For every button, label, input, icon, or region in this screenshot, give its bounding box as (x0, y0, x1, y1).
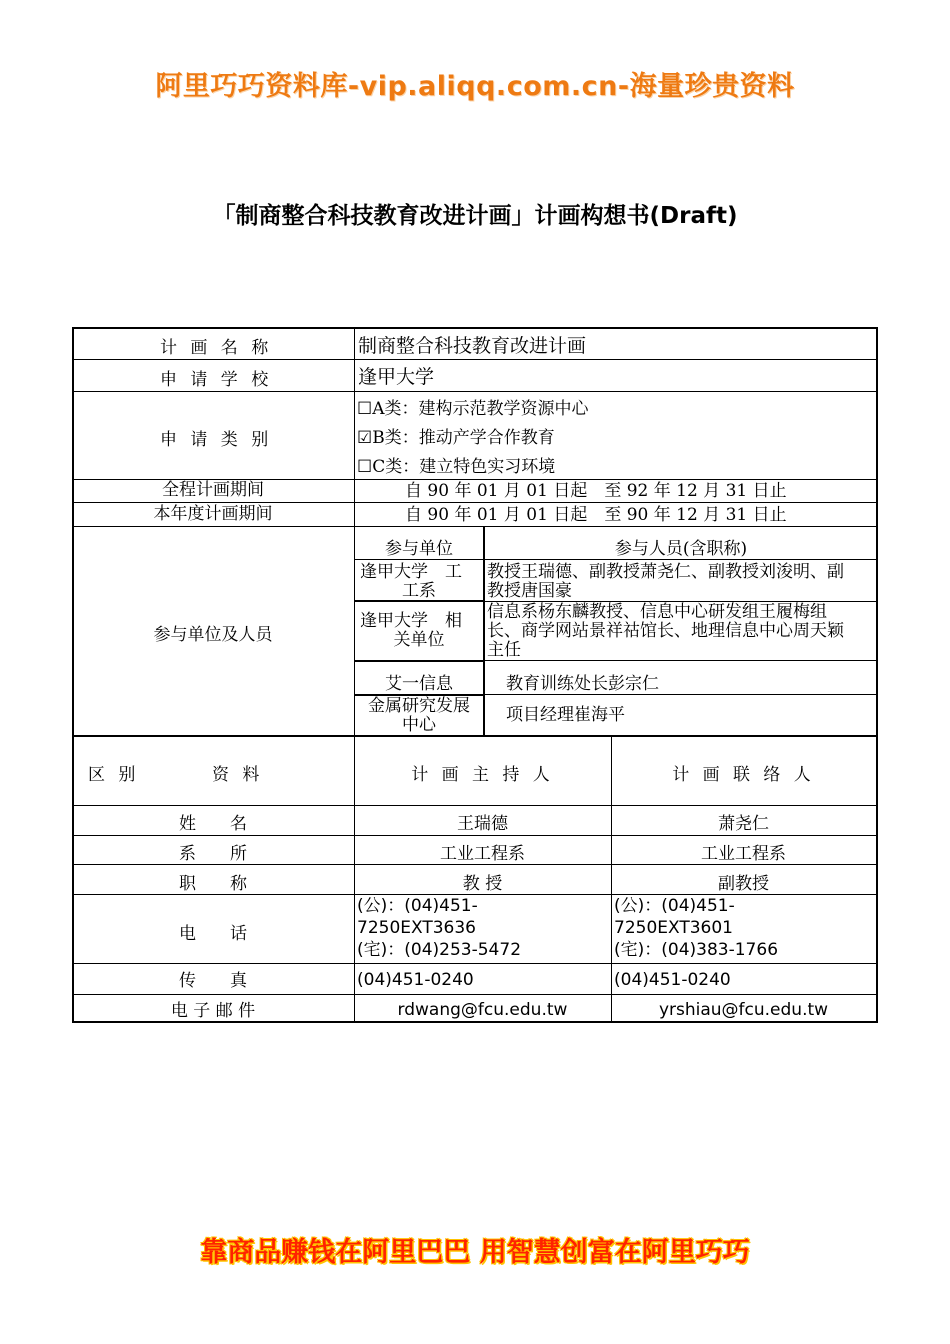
liaison-dept: 工业工程系 (701, 844, 786, 864)
school-value: 逢甲大学 (358, 366, 435, 388)
participant-unit: 逢甲大学 相 (360, 611, 462, 631)
host-fax: (04)451-0240 (357, 970, 474, 990)
participant-unit: 逢甲大学 工 (360, 562, 462, 582)
category-a-text: A类：建构示范教学资源中心 (372, 399, 589, 419)
dept-label: 系 所 (179, 844, 247, 864)
host-phone-office-ext: 7250EXT3636 (357, 918, 476, 938)
liaison-email[interactable]: yrshiau@fcu.edu.tw (658, 1000, 829, 1020)
fax-label: 传 真 (179, 971, 247, 991)
category-option-b[interactable] (357, 429, 555, 448)
job-title-label: 职 称 (179, 874, 247, 894)
host-email[interactable]: rdwang@fcu.edu.tw (397, 1000, 568, 1020)
phone-label: 电 话 (179, 924, 247, 944)
host-name: 王瑞德 (457, 814, 508, 834)
category-option-c[interactable] (357, 458, 555, 477)
participant-unit: 中心 (402, 715, 436, 735)
plan-name-value: 制商整合科技教育改进计画 (358, 335, 587, 357)
host-job-title: 教 授 (462, 874, 503, 894)
contact-header-left: 区 别 (88, 765, 140, 785)
liaison-phone-office-ext: 7250EXT3601 (614, 918, 733, 938)
liaison-header: 计 画 联 络 人 (672, 765, 815, 785)
participant-people: 项目经理崔海平 (506, 705, 625, 725)
name-label: 姓 名 (179, 814, 247, 834)
host-phone-home: (宅)：(04)253-5472 (357, 940, 522, 960)
people-header: 参与人员(含职称) (614, 539, 748, 559)
host-phone-office: (公)：(04)451- (357, 896, 478, 916)
liaison-phone-home: (宅)：(04)383-1766 (614, 940, 779, 960)
participant-people: 长、商学网站景祥祜馆长、地理信息中心周天颖 (487, 621, 844, 641)
units-header: 参与单位 (385, 539, 453, 559)
participant-unit: 工系 (402, 581, 436, 601)
full-period-label: 全程计画期间 (162, 480, 264, 500)
participant-people: 教授唐国豪 (487, 581, 572, 601)
full-period-value: 自 90 年 01 月 01 日起 至 92 年 12 月 31 日止 (405, 481, 787, 501)
participant-people: 信息系杨东麟教授、信息中心研发组王履梅组 (487, 602, 827, 622)
year-period-label: 本年度计画期间 (153, 504, 273, 524)
liaison-phone-office: (公)：(04)451- (614, 896, 735, 916)
liaison-name: 萧尧仁 (718, 814, 769, 834)
contact-header-mid: 资 料 (212, 765, 264, 785)
host-header: 计 画 主 持 人 (411, 765, 554, 785)
category-label: 申 请 类 别 (160, 430, 273, 450)
school-label: 申 请 学 校 (160, 370, 273, 390)
participant-people: 主任 (487, 640, 521, 660)
category-c-text: C类：建立特色实习环境 (372, 457, 556, 477)
header-banner: 阿里巧巧资料库-vip.aliqq.com.cn-海量珍贵资料 (155, 71, 795, 102)
participant-unit: 金属研究发展 (368, 696, 470, 716)
category-option-a[interactable] (357, 400, 589, 419)
participant-unit: 关单位 (393, 630, 445, 650)
liaison-fax: (04)451-0240 (614, 970, 731, 990)
liaison-job-title: 副教授 (718, 874, 769, 894)
footer-banner: 靠商品赚钱在阿里巴巴 用智慧创富在阿里巧巧 (200, 1237, 750, 1268)
participant-people: 教育训练处长彭宗仁 (506, 674, 659, 694)
plan-name-label: 计 画 名 称 (160, 338, 273, 358)
category-b-text: B类：推动产学合作教育 (372, 428, 555, 448)
checkbox-empty-icon[interactable]: ☐ (357, 399, 373, 419)
participants-label: 参与单位及人员 (153, 625, 273, 645)
email-label: 电 子 邮 件 (170, 1001, 256, 1021)
checkbox-empty-icon[interactable]: ☐ (357, 457, 373, 477)
participant-people: 教授王瑞德、副教授萧尧仁、副教授刘浚明、副 (487, 562, 844, 582)
document-title: 「制商整合科技教育改进计画」计画构想书(Draft) (212, 203, 738, 229)
year-period-value: 自 90 年 01 月 01 日起 至 90 年 12 月 31 日止 (405, 505, 787, 525)
participant-unit: 艾一信息 (385, 674, 453, 694)
checkbox-checked-icon[interactable]: ☑ (357, 428, 373, 448)
host-dept: 工业工程系 (440, 844, 525, 864)
